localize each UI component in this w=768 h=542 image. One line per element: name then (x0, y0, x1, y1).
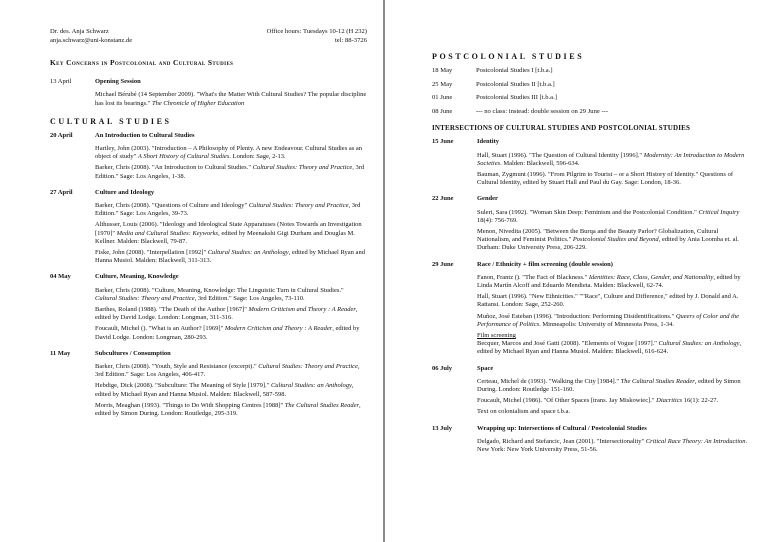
session-body (477, 195, 748, 255)
reading-entry (95, 164, 367, 180)
session-topic: An Introduction to Cultural Studies (95, 131, 195, 139)
reading-source: Modern Criticism and Theory : A Reader (248, 306, 356, 314)
session-date: 06 July (432, 364, 453, 372)
page-header (50, 28, 367, 45)
session-date: 08 June (432, 107, 453, 115)
reading-details: , 3rd Edition." Sage: Los Angeles, 406-417. (95, 363, 360, 379)
author-email: anja.schwarz@uni-konstanz.de (50, 36, 133, 44)
reading-text: Barker, Chris (2008). "An Introduction to Cultural Studies." (95, 164, 253, 172)
session-topic: Culture and Ideology (95, 188, 155, 196)
reading-details: . Minneapolis: University of Minnesota Press, 1-34. (539, 320, 674, 328)
left-page (0, 0, 383, 542)
session-topic: Space (477, 364, 494, 372)
session-date: 04 May (50, 273, 71, 281)
office-hours: Office hours: Tuesdays 10-12 (H 232) (266, 28, 367, 35)
session-block (432, 138, 748, 190)
session-block (432, 261, 748, 360)
session-topic: Gender (477, 195, 498, 203)
reading-text: Fanon, Frantz (). "The Fact of Blackness." (477, 273, 589, 281)
session-date: 20 April (50, 131, 73, 139)
reading-details: , 3rd Edition." Sage: Los Angeles, 73-110. (194, 294, 305, 302)
reading-source: Critical Inquiry (698, 208, 740, 216)
session-block (50, 350, 367, 421)
session-topic: Postcolonial Studies III [t.b.a.] (476, 94, 557, 102)
reading-details: . London: Sage, 2-13. (229, 153, 286, 161)
reading-entry (477, 438, 748, 454)
reading-details: , edited by Meenakshi Gigi Durham and Douglas M. Kellner. Malden: Blackwell, 79-87. (95, 229, 355, 245)
cultural-studies-sessions (50, 132, 367, 426)
reading-details: , edited by Simon During. London: Routledge, 295-319. (95, 401, 361, 418)
session-date: 13 April (50, 78, 72, 86)
reading-entry (95, 249, 367, 265)
reading-text: Delgado, Richard and Stefancic, Jean (2001). "Intersectionality" (477, 437, 646, 445)
reading-source: The Chronicle of Higher Education (152, 99, 245, 107)
session-topic: Wrapping up: Intersections of Cultural / Postcolonial Studies (477, 424, 647, 432)
reading-entry (95, 202, 367, 218)
reading-text: Fiske, John (2008). "Interpellation [1992]" (95, 249, 208, 257)
reading-entry (477, 274, 748, 290)
reading-source: A Short History of Cultural Studies (137, 153, 230, 161)
reading-entry (95, 91, 367, 107)
session-date: 27 April (50, 188, 73, 196)
session-date: 22 June (432, 195, 454, 203)
reading-text: Foucault, Michel (1986). "Of Other Spaces [trans. Jay Miskowiec]." (477, 397, 657, 405)
reading-details: , edited by Michael Ryan and Hanna Musiol. Malden: Blackwell, 311-313. (95, 249, 365, 265)
reading-source: Cultural Studies: Theory and Practice (252, 164, 353, 172)
postcolonial-sessions (432, 67, 748, 116)
reading-entry (477, 209, 748, 225)
reading-text: Bauman, Zygmunt (1996). "From Pilgrim to Tourist – or a Short History of Identity." Questions of Cultural Identity, edited by Stuart Hall and Paul du Gay. Sage: London, 18-36. (477, 170, 733, 187)
reading-entry (95, 363, 367, 379)
reading-entry (95, 287, 367, 303)
reading-text: Muñoz, José Esteban (1996). "Introduction: Performing Disidentifications." (477, 312, 676, 320)
reading-source: Cultural Studies: Theory and Practice (95, 294, 195, 302)
reading-source: Diacritics (656, 397, 683, 405)
reading-text: Suleri, Sara (1992). "Woman Skin Deep: Feminism and the Postcolonial Condition." (477, 208, 699, 216)
session-block (432, 195, 748, 255)
section-heading-cultural-studies: CULTURAL STUDIES (50, 116, 172, 126)
session-topic: Culture, Meaning, Knowledge (95, 273, 179, 281)
section-heading-postcolonial-studies: POSTCOLONIAL STUDIES (432, 52, 585, 61)
session-block (432, 365, 748, 420)
reading-source: Critical Race Theory: An Introduction (645, 437, 746, 445)
session-block (432, 425, 748, 458)
document-title: Key Concerns in Postcolonial and Cultural Studies (50, 58, 234, 68)
session-date: 01 June (432, 94, 453, 102)
reading-text: Becquer, Marcos and José Gatti (2008). "Elements of Vogue [1997]." (477, 340, 659, 348)
author-name: Dr. des. Anja Schwarz (50, 28, 109, 35)
reading-entry (95, 145, 367, 161)
reading-text: Hall, Stuart (1996). "New Ethnicities." ""Race", Culture and Difference," edited by J. Donald and A. Rattansi. London: Sage, 252-260. (477, 293, 739, 309)
telephone: tel: 88-3726 (334, 36, 367, 44)
reading-entry (477, 228, 748, 253)
reading-text: Hall, Stuart (1996). "The Question of Cultural Identity [1996]." (477, 151, 644, 159)
reading-text: Althusser, Louis (2006). "Ideology and Ideological State Apparatuses (Notes Towards an Investigation [1970]" (95, 221, 362, 237)
reading-text: Certeau, Michel de (1993). "Walking the City [1984]." (477, 377, 621, 385)
right-page (385, 0, 768, 542)
session-body (477, 138, 748, 190)
session-topic: Postcolonial Studies I [t.b.a.] (476, 67, 553, 74)
section-heading-intersections: INTERSECTIONS OF CULTURAL STUDIES AND POSTCOLONIAL STUDIES (432, 124, 691, 133)
reading-details: , edited by Michael Ryan and Hanna Musiol. Malden: Blackwell, 616-624. (477, 340, 742, 356)
session-topic: Identity (477, 138, 500, 146)
session-body (477, 365, 748, 420)
reading-details: , 3rd Edition." Sage: Los Angeles, 1-38. (95, 164, 365, 180)
reading-text: Barthes, Roland (1988). "The Death of the Author [1967]" (95, 306, 249, 314)
reading-details: . New York: New York University Press, 51-56. (477, 437, 748, 454)
session-topic: Subcultures / Consumption (95, 349, 171, 357)
reading-source: Cultural Studies: Theory and Practice (248, 202, 349, 210)
reading-entry (477, 293, 748, 309)
session-date: 11 May (50, 349, 71, 357)
reading-text: Michael Bérubé (14 September 2009). "What's the Matter With Cultural Studies? The popular discipline has lost its bearings." (95, 91, 367, 107)
reading-entry (95, 306, 367, 322)
reading-details: , edited by Ania Loomba et. al. Durham: Duke University Press, 206-229. (477, 236, 739, 252)
session-body (477, 425, 748, 458)
reading-details: 18(4): 756-769. (477, 216, 518, 224)
session-topic: Opening Session (95, 78, 141, 86)
reading-source: Queers of Color and the Performance of Politics (477, 312, 740, 328)
session-date: 29 June (432, 260, 454, 268)
reading-source: Postcolonial Studies and Beyond (572, 236, 659, 244)
spacer (432, 457, 748, 462)
reading-source: The Cultural Studies Reader (620, 377, 695, 385)
reading-source: Cultural Studies: an Anthology (270, 382, 352, 390)
session-topic: --- no class: instead: double session on 29 June --- (476, 107, 609, 115)
reading-entry (477, 313, 748, 329)
session-block (50, 189, 367, 269)
reading-text: Text on colonialism and space t.b.a. (477, 408, 571, 416)
reading-entry (477, 378, 748, 394)
reading-entry (477, 332, 748, 357)
reading-details: , edited by David Lodge. London: Longman, 311-316. (95, 306, 358, 322)
reading-entry (477, 152, 748, 168)
reading-entry (95, 221, 367, 246)
reading-source: Media and Cultural Studies: Keyworks (116, 229, 219, 237)
reading-source: Identities: Race, Class, Gender, and Nationality (588, 273, 714, 281)
reading-details: . Malden: Blackwell, 596-634. (500, 159, 580, 167)
session-date: 15 June (432, 138, 454, 146)
opening-session (50, 78, 367, 111)
reading-source: Cultural Studies: an Anthology (658, 340, 740, 348)
reading-entry (95, 325, 367, 341)
postcolonial-row (432, 108, 748, 117)
reading-details: , 3rd Edition." Sage: Los Angeles, 39-73. (95, 202, 361, 218)
session-block (50, 273, 367, 344)
reading-text: Hartley, John (2003). "Introduction – A Philosophy of Plenty. A (95, 145, 262, 152)
reading-entry (477, 408, 748, 416)
reading-entry (477, 397, 748, 405)
session-topic: Postcolonial Studies II [t.b.a.] (476, 80, 555, 88)
reading-text-cont: new Endeavour. Cultural Studies as an object of study" (95, 145, 363, 161)
session-date: 25 May (432, 80, 453, 88)
film-screening-label: Film screening (477, 332, 516, 340)
reading-source: Cultural Studies: Theory and Practice (258, 363, 358, 371)
reading-text: Menon, Nivedita (2005). "Between the Burqa and the Beauty Parlor? Globalization, Cultural Nationalism, and Feminist Politics." (477, 228, 719, 244)
session-date: 18 May (432, 67, 453, 74)
reading-entry (477, 171, 748, 187)
spacer (50, 421, 367, 426)
reading-text: Barker, Chris (2008). "Youth, Style and Resistance (excerpt)." (95, 363, 259, 371)
session-body (95, 273, 367, 344)
session-body (95, 189, 367, 269)
postcolonial-row (432, 67, 748, 76)
session-body (477, 261, 748, 360)
reading-details: 16(1): 22-27. (682, 397, 719, 405)
reading-source: Modern Criticism and Theory : A Reader (224, 325, 333, 333)
reading-details: , edited by David Lodge. London: Longman, 280-293. (95, 325, 360, 341)
reading-source: Modernity: An Introduction to Modern Societies (477, 151, 745, 167)
session-body (95, 132, 367, 184)
reading-text: Hebdige, Dick (2008). "Subculture: The Meaning of Style [1979]." (95, 382, 271, 390)
reading-details: , edited by Simon During. London: Routledge 151-160. (477, 377, 741, 394)
session-topic: Race / Ethnicity + film screening (double session) (477, 260, 613, 268)
postcolonial-row (432, 94, 748, 103)
reading-source: Cultural Studies: an Anthology (207, 249, 289, 257)
reading-details: , edited by Michael Ryan and Hanna Musiol. Malden: Blackwell, 587-598. (95, 382, 354, 398)
reading-entry (95, 382, 367, 398)
session-date: 13 July (432, 424, 453, 432)
reading-text: Barker, Chris (2008). "Questions of Culture and Ideology" (95, 202, 249, 210)
reading-text: Morris, Meaghan (1993). "Things to Do With Shopping Centres [1988]" (95, 401, 285, 409)
reading-details: , edited by Linda Martín Alcoff and Eduardo Mendieta. Malden: Blackwell, 62-74. (477, 273, 741, 290)
session-block (50, 132, 367, 184)
session-body (95, 350, 367, 421)
reading-text: Foucault, Michel (). "What is an Author? [1969]" (95, 325, 225, 333)
intersection-sessions (432, 138, 748, 462)
reading-source: The Cultural Studies Reader (284, 401, 360, 409)
reading-text: Barker, Chris (2008). "Culture, Meaning, Knowledge: The Linguistic Turn in Cultural Studies." (95, 286, 344, 294)
reading-entry (95, 402, 367, 418)
postcolonial-row (432, 81, 748, 90)
